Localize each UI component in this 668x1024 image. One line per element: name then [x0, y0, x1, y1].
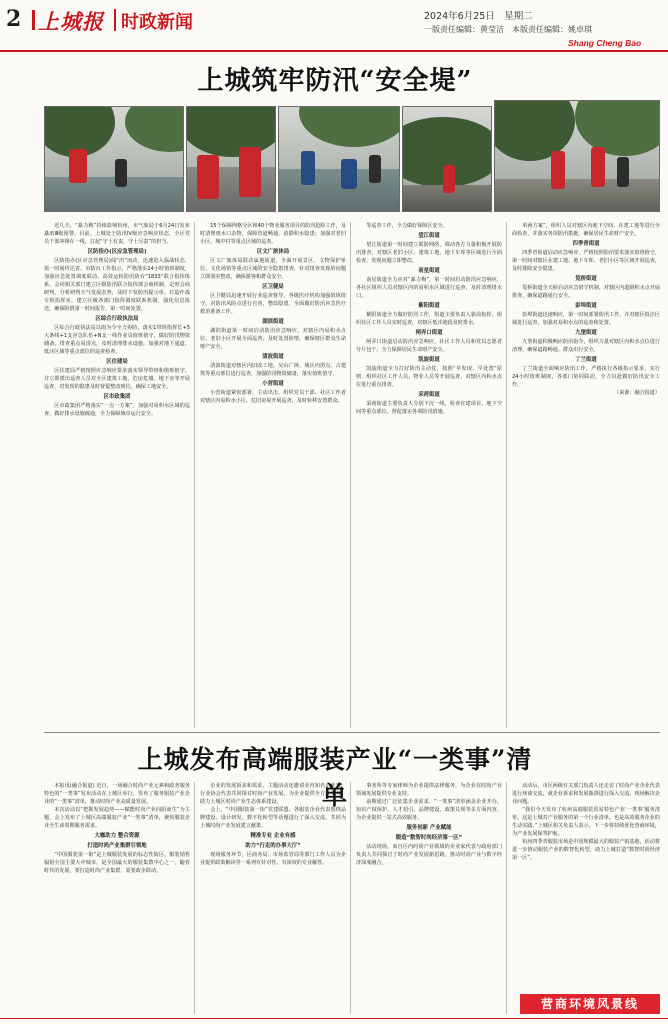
photo-inspection-rain [44, 106, 184, 212]
paragraph: 杭州四季青服装市场是中国规模最大的服装产销基地，活动将进一步推动服装产业的数智化转型，助力上城打造“数智时尚经济第一区”。 [512, 839, 660, 861]
subheading: 打造时尚产业集群引领地 [87, 843, 147, 849]
paragraph: 本报讯(融合报道) 近日，一场融合时尚产业元素和政务服务特色的“一类事”发布活动在上城区举行，发布了服务服装产业企业的“一类事”清单，推动时尚产业高质量发展。 [44, 783, 190, 805]
photo-tree [575, 100, 660, 156]
photo-pipe-inspection [186, 106, 276, 212]
article-separator [44, 732, 660, 733]
subheading: 助力“行走的办事大厅” [245, 843, 301, 849]
subheading: 南星街道 [418, 268, 440, 274]
subheading: 服务创新 产业赋能 [406, 825, 452, 831]
column-divider [506, 782, 507, 1014]
paragraph: 事务所等专家律师为企业提供法律服务，为企业在时尚产业领域发展提供专业支持。 [356, 783, 502, 797]
article2-headline: 上城发布高端服装产业“一类事”清单 [137, 745, 533, 810]
subheading: 精准专业 企业有感 [250, 833, 296, 839]
newspaper-logo: 上城报 [38, 9, 104, 34]
banner-label: 营商环境风景线 [540, 997, 639, 1011]
subheading: 区市政集团 [103, 394, 131, 400]
photo-worker-red [443, 165, 455, 193]
paragraph: 清波街道对辖区内旧改工地、吴山广场、城区内涝点、古建筑等重点部位进行巡查，加强防汛物资储备，落实值班值守。 [200, 363, 346, 377]
paragraph: 九堡街道积极响应防汛指令，组织力量对辖区内积水点位进行清理，确保道路畅通、群众出行安全。 [512, 339, 660, 353]
column-divider [194, 782, 195, 1014]
subheading: 区卫健局 [262, 284, 284, 290]
subheading: 丁兰街道 [575, 357, 597, 363]
subheading: 区住建局 [106, 359, 128, 365]
photo-worker-red [69, 149, 87, 183]
photo-worker-red [197, 155, 219, 199]
paragraph: 区市政集团严格落实“一点一方案”，加强对易积水区域的巡查，做好排水设施疏通，全力保障城市运行安全。 [44, 403, 190, 417]
paragraph: 凯旋街道全力打好防汛主动仗，按照“早发现、早处置”原则，组织社区工作人员、物业人员等开展巡查，对辖区内积水点位进行重点排查。 [356, 366, 502, 388]
subheading: 紫阳街道 [418, 303, 440, 309]
photo-tree [125, 106, 184, 152]
business-environment-banner [520, 994, 660, 1014]
paragraph: 单两方案”，组织人员对辖区内地下空间、在建工地等进行全面检查，并落实各项防汛措施，确保居民生命财产安全。 [512, 223, 660, 237]
photo-water [279, 169, 400, 212]
paragraph: 近几天，“暴力梅”持续影响杭州，市气象局于6月24日发布暴雨Ⅲ级预警。目前，上城处于防汛IV级应急响应状态，全区党员干部冲锋在一线，扛起“守土有责、守土尽责”的担当。 [44, 223, 190, 245]
photo-street-flood [278, 106, 400, 212]
subheading: 凯旋街道 [418, 357, 440, 363]
article2-column-3 [356, 782, 502, 1014]
photo-ground [495, 179, 660, 212]
subheading: 清波街道 [262, 354, 284, 360]
photo-worker [369, 155, 381, 183]
page-number: 2 [6, 6, 22, 32]
paragraph: 望江街道第一时间建立联防网络，调动各方力量积极开展防汛排查，对辖区老旧小区、建筑工地、地下车库等区域进行全面检查，发现问题立即整改。 [356, 242, 502, 264]
article2-column-4 [512, 782, 660, 990]
article1-headline: 上城筑牢防汛“安全堤” [197, 66, 473, 96]
header-rule [0, 50, 668, 52]
subheading: 区防指办(区应急管理局) [87, 249, 147, 255]
photo-tree [299, 106, 400, 147]
photo-worker [617, 157, 629, 187]
photo-worker-red [551, 151, 565, 189]
paragraph: 南星街道全力应对“暴力梅”，第一时间启动防汛应急响应，各社区组织人员对辖区内的易积水区域进行巡查，及时清理排水口。 [356, 277, 502, 299]
article1-column-3 [356, 222, 502, 730]
subheading: 彭埠街道 [575, 303, 597, 309]
editor-credits: 一版责任编辑：黄莹洁 本版责任编辑：姚卓琪 [424, 25, 592, 34]
article2-column-2 [200, 782, 346, 1014]
article1-column-4 [512, 222, 660, 730]
paragraph: 前期通过广泛征集企业需求，“一类事”清单涵盖企业开办、知识产权保护、人才招引、品牌建设、政策兑现等多方面内容，为企业提供一站式高效服务。 [356, 799, 502, 821]
subheading: 笕桥街道 [575, 276, 597, 282]
paragraph: 彭埠街道迅速响应，第一时间部署防汛工作，并对辖区低洼区域进行巡查，加强对易积水点的巡查和处置。 [512, 312, 660, 326]
paragraph: 会上，“中国服装第一街”党建联盟、各服装企业代表围绕品牌建设、设计研发、数字化转型等话题进行了深入交流，共同为上城时尚产业发展建言献策。 [200, 807, 346, 829]
paragraph: 采荷街道主要负责人分别下沉一线，检查在建项目、地下空间等重点部位，督促落实各项防汛措施。 [356, 401, 502, 415]
paragraph: 等巡查工作，全力做好保障区安全。 [366, 223, 448, 229]
paragraph: 15个保障网格分区和40个物业服务项目的防汛抢险工作，及时清理雨水口杂物，保障管道畅通，消除积水隐患；加强对老旧小区、城中村等重点区域的巡查。 [200, 223, 346, 245]
photo-worker-blue [341, 159, 357, 189]
source-note: （来源：融合报道） [614, 390, 660, 396]
paragraph: 企业的发展诉求和需求，主题活动还邀请业内知名企业家、行业协会代表共同探讨时尚产业发展，为企业提供全方位服务，助力上城区时尚产业生态体系建设。 [200, 783, 346, 805]
column-divider [194, 222, 195, 728]
header-separator [114, 9, 116, 31]
paragraph: 本次活动以“把握发展趋势——赋能时尚产业向阳而生”为主题，会上发布了上城区高端服装产业“一类事”清单，聚焦服装企业全生命周期服务需求。 [44, 807, 190, 829]
paragraph: 区文广旅体局联动属地街道，全面开展景区、文物保护单位、文化场馆等重点区域的安全隐患排查，针对排查发现的问题立即落实整改，确保游客和群众安全。 [200, 258, 346, 280]
subheading: 采荷街道 [418, 392, 440, 398]
paragraph: 区卫健局迅速开展行业巡查督导，各级医疗机构加强值班值守，对防汛风险点进行自查，整改隐患，全面做好防汛应急医疗救治准备工作。 [200, 293, 346, 315]
paragraph: 湖滨街道第一时间启动防汛应急响应，对辖区内易积水点位、老旧小区开展全面巡查，及时处置险情，确保辖区群众生命财产安全。 [200, 328, 346, 350]
paragraph: 活动后，市区两级有关部门负责人还走访了时尚产业企业代表进行座谈交流，就企业诉求和发展瓶颈进行深入交流，现场解决企业问题。 [512, 783, 660, 805]
paragraph: 小营街道紧密部署、主动出击，组织党员干部、社区工作者对辖区内易积水小区、危旧房屋开展巡查，及时转移安置群众。 [200, 390, 346, 404]
subheading: 区综合行政执法局 [95, 316, 139, 322]
brand-english: Shang Cheng Bao [568, 38, 642, 48]
photo-worker [115, 159, 127, 187]
paragraph: “我们今天发布了杭州高端服装贸易特色产业‘一类事’服务清单，这是上城对产业服务的第一个行业清单，也是高效服务企业的生动实践。”上城区相关负责人表示，下一步将持续优化营商环境，为产业发展保驾护航。 [512, 807, 660, 837]
section-title: 时政新闻 [121, 12, 193, 33]
subheading: 大咖助力 整合资源 [94, 833, 140, 839]
footer-rule [0, 1018, 668, 1019]
subheading: 九堡街道 [575, 330, 597, 336]
paragraph: 活动现场，来自区内时尚产业领域的企业家代表与政府部门负责人共同探讨了时尚产业发展新思路，推动时尚产业与数字经济深度融合。 [356, 844, 502, 866]
paragraph: “中国服装第一街”是上城服装发展的标志性街区，服装销售辐射全国主要大中城市，是全国最大的服装集散中心之一。随着时代的发展，要打造时尚产业集群，需要政企联动。 [44, 852, 190, 874]
issue-date: 2024年6月25日 星期二 [424, 11, 533, 22]
paragraph: 闸弄口街道启动防汛应急响应，社区工作人员和党员志愿者分片包干，全力保障居民生命财产安全。 [356, 339, 502, 353]
photo-tree [186, 106, 276, 157]
photo-worker-red [591, 147, 605, 187]
photo-worker-red [239, 147, 261, 197]
page-header [0, 0, 668, 52]
subheading: 湖滨街道 [262, 319, 284, 325]
subheading: 闸弄口街道 [415, 330, 443, 336]
subheading: 锻造“数智时尚经济第一区” [395, 835, 463, 841]
subheading: 望江街道 [418, 233, 440, 239]
paragraph: 紫阳街道全力做好防汛工作，街道主要负责人靠前指挥，组织社区工作人员实时巡查，对辖区低洼地段及时排水。 [356, 312, 502, 326]
photo-rescue-team [494, 100, 660, 212]
photo-tree-clearing [402, 106, 492, 212]
paragraph: 区综合行政执法局以雨为令全力协防，落实1带班指挥长+5大条线+1支应急队伍+N支一线作业员值班值守，做好防汛物资储备，排查重点易涝点，及时清理排水设施，加强对地下通道、低洼区域等重点部位的巡查检查。 [44, 325, 190, 355]
paragraph: 笕桥街道全天候启动应急值守机制，对辖区内道路积水点开展排查，确保道路通行安全。 [512, 285, 660, 299]
paragraph: 现场服务环节，区商务局、市场监管局等部门工作人员为企业提供政策解读等一系列有针对性、有深度的专业解答。 [200, 852, 346, 866]
column-divider [350, 222, 351, 728]
paragraph: 区防指办(区应急管理局)闻“汛”而动，迅速进入临战状态，第一时间传达省、市防台工作指示，严格落实24小时值班制度，加强应急处置调度联动。高效运转防汛防台“1833”联合指挥体系，会同相关部门建立区级防汛联合指挥部会商机制，定时会商研判，分析研判天气发展态势，及时下发防汛提示单。打造作战专班指挥室，建立区级各部门指挥调度联系机制，强化信息报送，确保险情第一时间报告、第一时间处置。 [44, 258, 190, 312]
article1-column-1 [44, 222, 190, 730]
paragraph: 区住建局严格按照应急响应要求落实领导带班和值班值守，并立即派出巡查人员对全区建筑工地、危房危墙、地下室等开展巡查，对发现的隐患及时督促整改到位，确保工地安全。 [44, 368, 190, 390]
column-divider [506, 222, 507, 728]
paragraph: 丁兰街道全面响应防汛工作，严格执行各级指示要求，实行24小时值班制度，各部门协同联动，全力以赴做好防汛安全工作。 [512, 366, 660, 388]
column-divider [350, 782, 351, 1014]
subheading: 四季青街道 [572, 241, 600, 247]
subheading: 区文广旅体局 [256, 249, 290, 255]
page-number-bar [32, 10, 35, 30]
article1-column-2 [200, 222, 346, 730]
photo-worker-blue [301, 151, 315, 185]
paragraph: 四季青街道启动应急响应，严格按照防汛要求落实值班值守，第一时间对辖区在建工地、地下车库、老旧小区等区域开展巡查，及时排除安全隐患。 [512, 250, 660, 272]
subheading: 小营街道 [262, 381, 284, 387]
article2-column-1 [44, 782, 190, 1014]
